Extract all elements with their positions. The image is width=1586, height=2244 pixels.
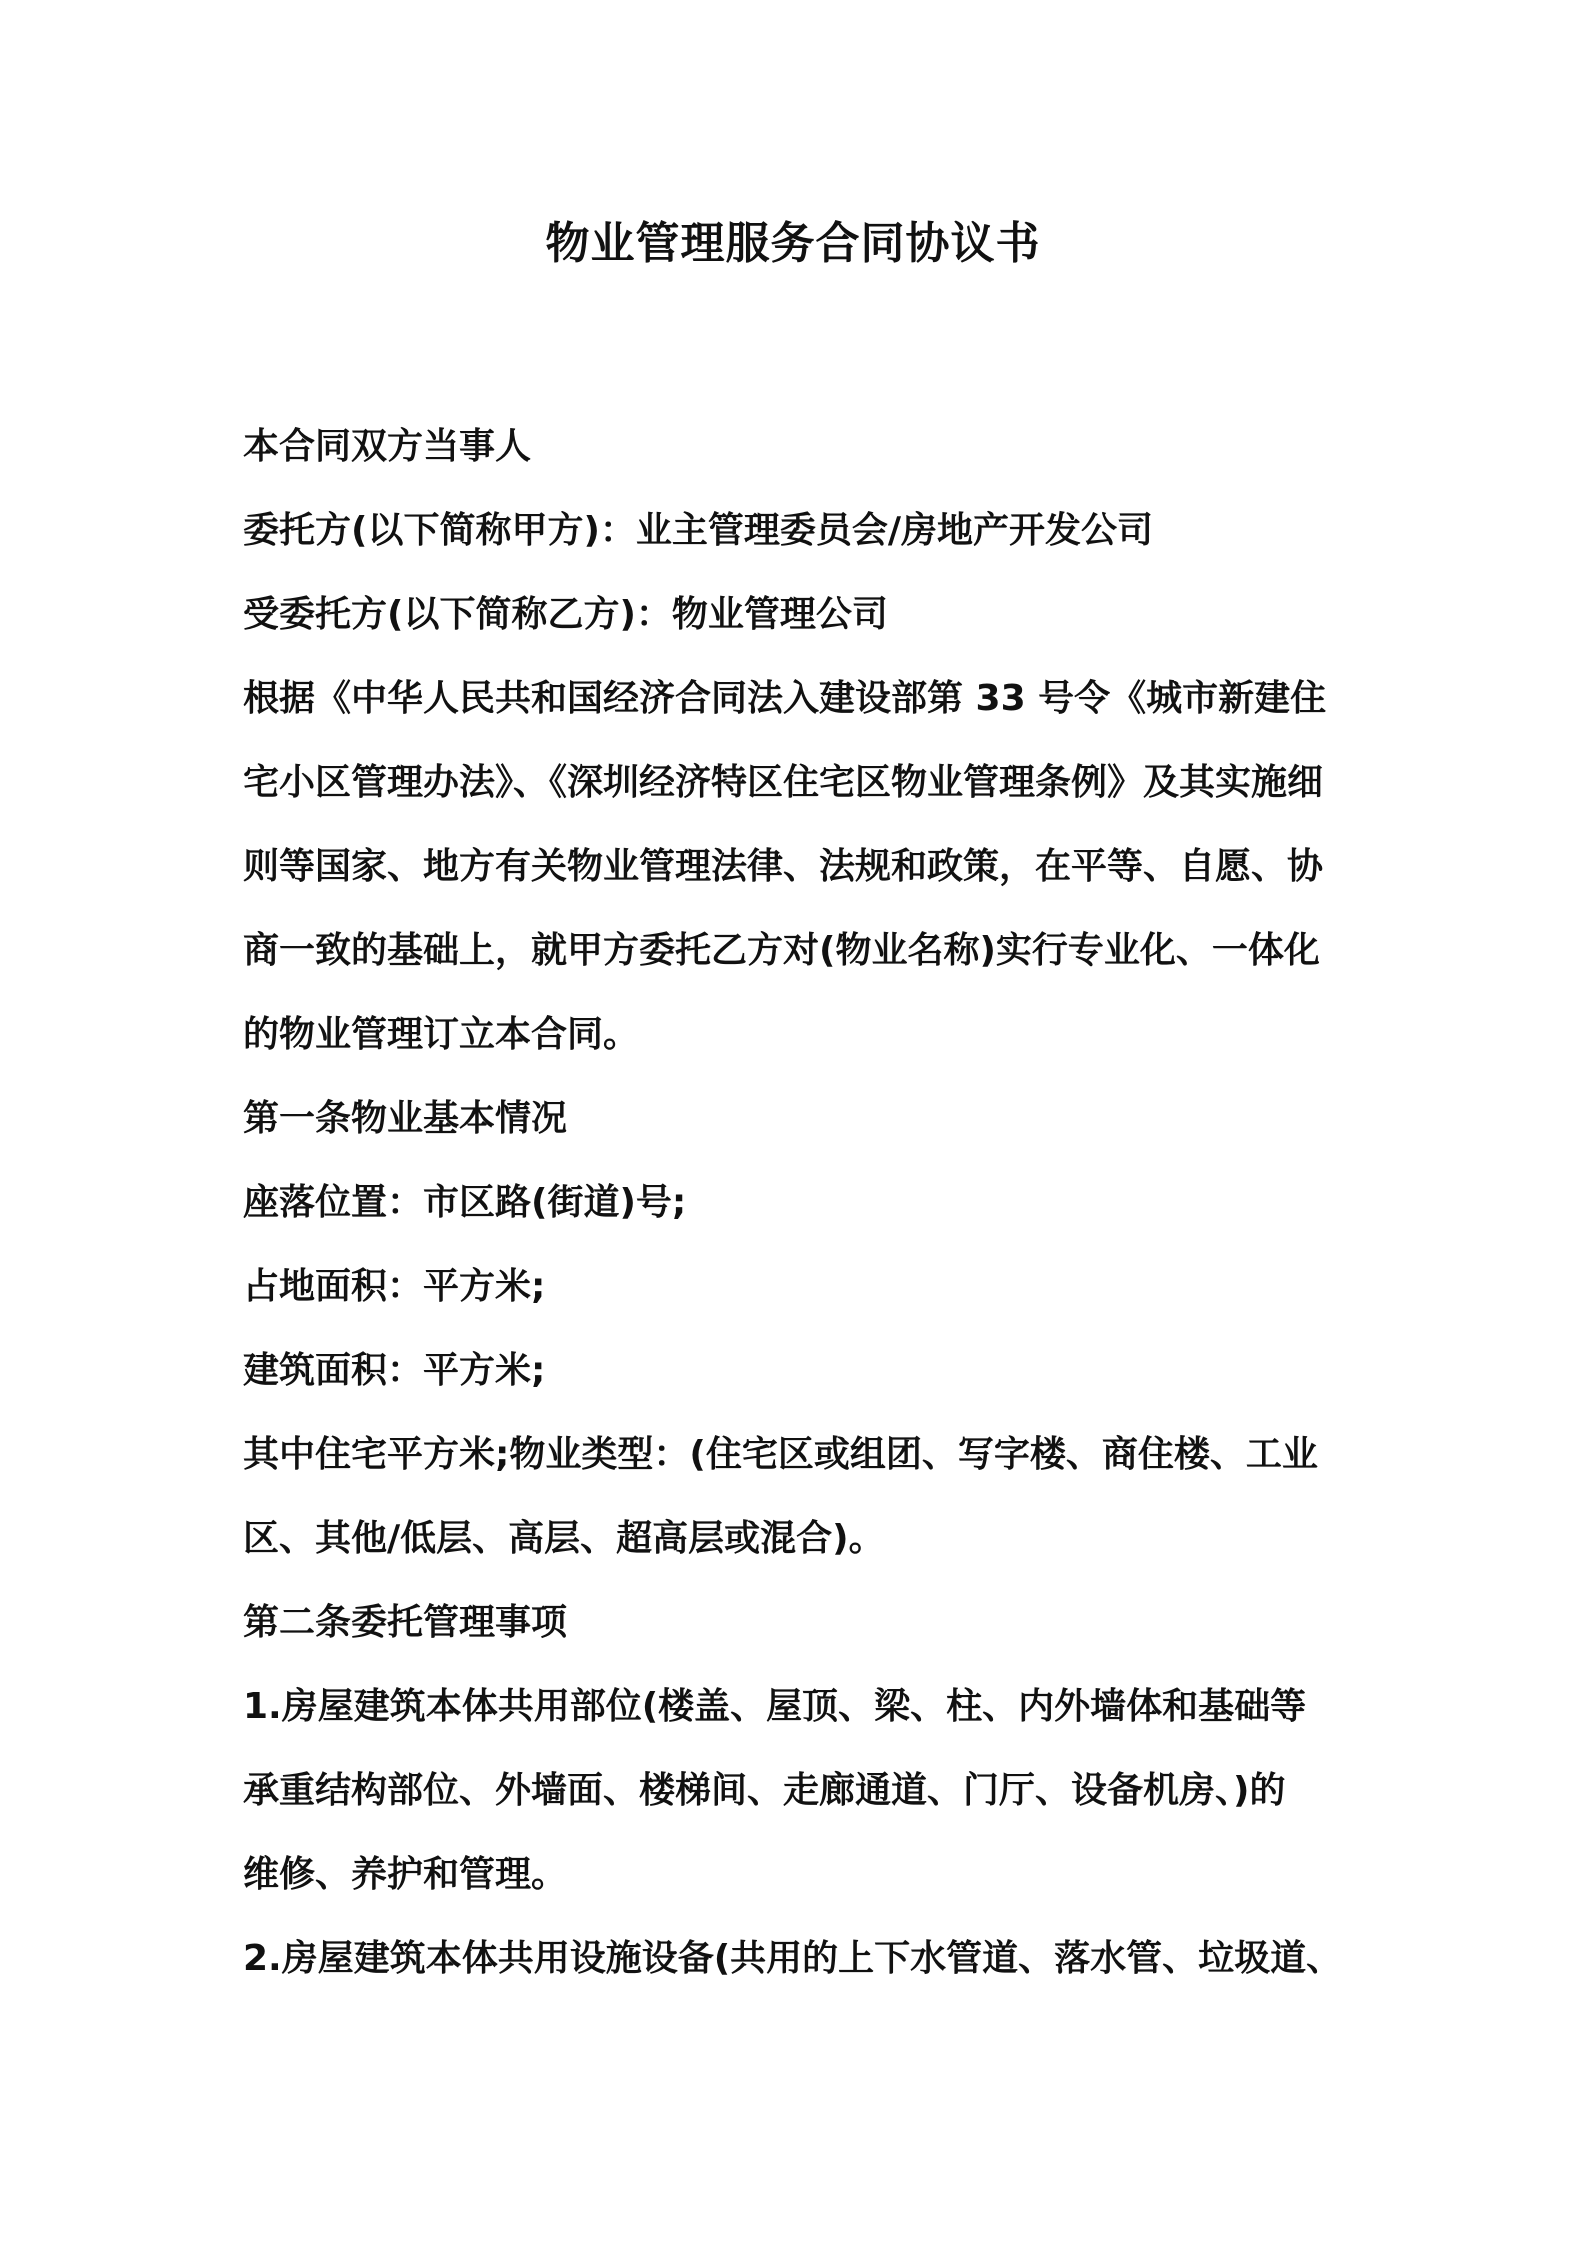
- party-a-line: 委托方(以下简称甲方)：业主管理委员会/房地产开发公司: [243, 510, 1154, 551]
- property-type-line: 其中住宅平方米;物业类型：(住宅区或组团、写字楼、商住楼、工业: [243, 1434, 1318, 1475]
- item-2-line: 2.房屋建筑本体共用设施设备(共用的上下水管道、落水管、垃圾道、: [243, 1938, 1343, 1979]
- location-line: 座落位置：市区路(街道)号;: [243, 1182, 687, 1223]
- preamble-line: 宅小区管理办法》、《深圳经济特区住宅区物业管理条例》及其实施细: [243, 762, 1324, 803]
- preamble-line: 的物业管理订立本合同。: [243, 1014, 640, 1055]
- item-1-line: 1.房屋建筑本体共用部位(楼盖、屋顶、梁、柱、内外墙体和基础等: [243, 1686, 1307, 1727]
- preamble-line: 根据《中华人民共和国经济合同法入建设部第 33 号令《城市新建住: [243, 678, 1327, 719]
- party-heading: 本合同双方当事人: [243, 426, 532, 467]
- building-area-line: 建筑面积：平方米;: [243, 1350, 546, 1391]
- item-1-line: 承重结构部位、外墙面、楼梯间、走廊通道、门厅、设备机房、)的: [243, 1770, 1286, 1811]
- document-body: [243, 405, 1355, 2001]
- preamble-line: 则等国家、地方有关物业管理法律、法规和政策，在平等、自愿、协: [243, 846, 1324, 887]
- preamble-line: 商一致的基础上，就甲方委托乙方对(物业名称)实行专业化、一体化: [243, 930, 1320, 971]
- land-area-line: 占地面积：平方米;: [243, 1266, 546, 1307]
- item-1-line: 维修、养护和管理。: [243, 1854, 568, 1895]
- property-type-line: 区、其他/低层、高层、超高层或混合)。: [243, 1518, 885, 1559]
- article-1-heading: 第一条物业基本情况: [243, 1098, 568, 1139]
- article-2-heading: 第二条委托管理事项: [243, 1602, 568, 1643]
- party-b-line: 受委托方(以下简称乙方)：物业管理公司: [243, 594, 888, 635]
- document-title: 物业管理服务合同协议书: [545, 218, 1041, 269]
